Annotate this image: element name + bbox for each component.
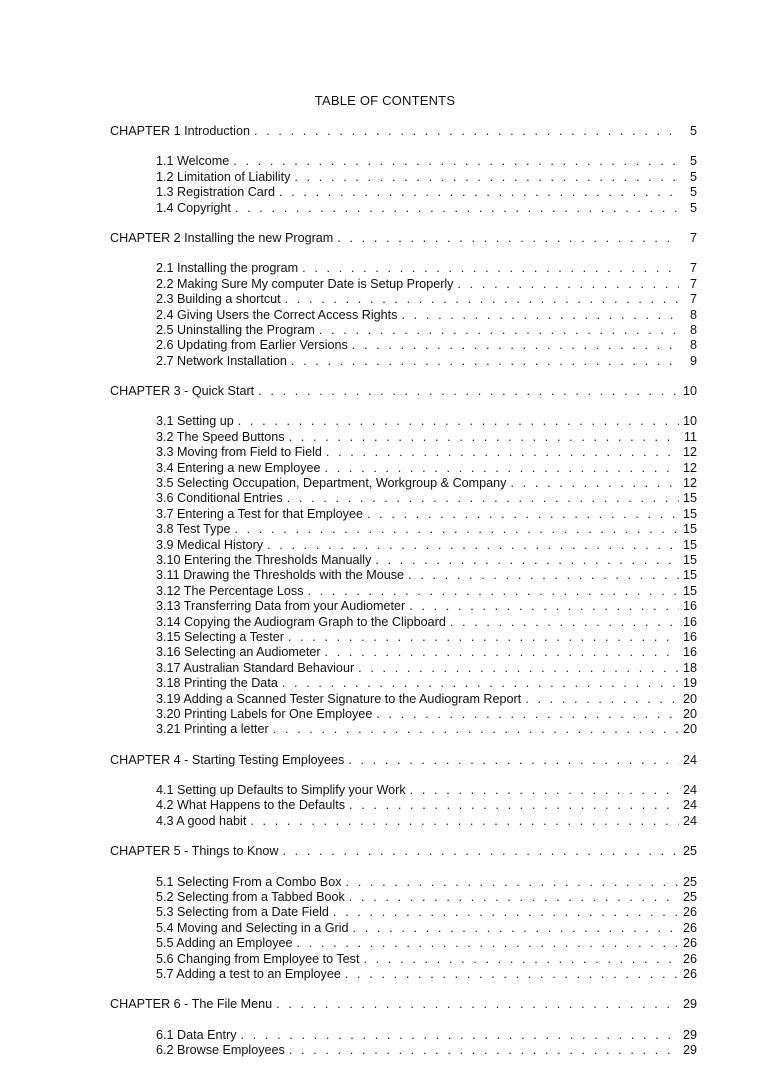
entry-label: 6.1 Data Entry — [156, 1027, 237, 1042]
dot-leader — [241, 1028, 679, 1043]
entry-page-number: 24 — [682, 783, 697, 798]
entry-label: 4.1 Setting up Defaults to Simplify your Work — [156, 783, 406, 798]
dot-leader — [273, 722, 679, 737]
toc-section-entry — [110, 201, 697, 216]
entry-page-number: 7 — [689, 230, 697, 245]
dot-leader — [282, 844, 679, 859]
dot-leader — [288, 630, 679, 645]
toc-chapter-block — [110, 753, 697, 830]
toc-section-entry — [110, 783, 697, 798]
dot-leader — [345, 967, 679, 982]
dot-leader — [376, 707, 679, 722]
entry-page-number: 15 — [682, 491, 697, 506]
entry-label: 5.6 Changing from Employee to Test — [156, 951, 360, 966]
entry-label: 2.2 Making Sure My computer Date is Setup Properly — [156, 276, 454, 291]
toc-section-entry — [110, 692, 697, 707]
entry-label: 4.3 A good habit — [156, 813, 247, 828]
toc-section-entry — [110, 905, 697, 920]
entry-label: 2.7 Network Installation — [156, 353, 287, 368]
toc-section-entry — [110, 261, 697, 276]
entry-label: 1.4 Copyright — [156, 200, 231, 215]
entry-label: 2.4 Giving Users the Correct Access Rights — [156, 307, 398, 322]
toc-chapter-block — [110, 124, 697, 216]
entry-page-number: 5 — [689, 200, 697, 215]
toc-section-entry — [110, 354, 697, 369]
dot-leader — [375, 553, 679, 568]
entry-label: 3.18 Printing the Data — [156, 676, 278, 691]
entry-label: CHAPTER 6 - The File Menu — [110, 997, 273, 1012]
dot-leader — [267, 538, 679, 553]
toc-section-entry — [110, 952, 697, 967]
entry-page-number: 8 — [689, 307, 697, 322]
dot-leader — [363, 952, 679, 967]
entry-label: 3.1 Setting up — [156, 414, 234, 429]
dot-leader — [358, 661, 679, 676]
dot-leader — [285, 292, 679, 307]
entry-page-number: 20 — [682, 706, 697, 721]
entry-page-number: 10 — [682, 384, 697, 399]
entry-page-number: 10 — [682, 414, 697, 429]
toc-section-entry — [110, 292, 697, 307]
entry-page-number: 5 — [689, 185, 697, 200]
entry-label: 3.17 Australian Standard Behaviour — [156, 660, 355, 675]
entry-page-number: 15 — [682, 552, 697, 567]
toc-section-entry — [110, 553, 697, 568]
entry-label: 3.19 Adding a Scanned Tester Signature to the Audiogram Report — [156, 691, 522, 706]
entry-label: 5.7 Adding a test to an Employee — [156, 966, 341, 981]
dot-leader — [319, 323, 679, 338]
entry-label: 5.1 Selecting From a Combo Box — [156, 874, 342, 889]
entry-label: 3.12 The Percentage Loss — [156, 583, 304, 598]
entry-page-number: 11 — [683, 429, 697, 444]
entry-label: 5.5 Adding an Employee — [156, 936, 293, 951]
entry-page-number: 5 — [689, 169, 697, 184]
dot-leader — [349, 798, 679, 813]
entry-label: 5.2 Selecting from a Tabbed Book — [156, 890, 345, 905]
toc-section-entry — [110, 445, 697, 460]
toc-chapter-block — [110, 844, 697, 982]
dot-leader — [234, 522, 679, 537]
entry-label: 3.4 Entering a new Employee — [156, 460, 321, 475]
entry-page-number: 25 — [682, 890, 697, 905]
entry-page-number: 15 — [682, 583, 697, 598]
entry-label: 3.2 The Speed Buttons — [156, 429, 285, 444]
dot-leader — [353, 921, 679, 936]
dot-leader — [287, 491, 679, 506]
entry-label: 3.3 Moving from Field to Field — [156, 445, 322, 460]
dot-leader — [367, 507, 679, 522]
entry-page-number: 25 — [682, 844, 697, 859]
entry-label: 5.3 Selecting from a Date Field — [156, 905, 329, 920]
entry-label: 2.5 Uninstalling the Program — [156, 322, 315, 337]
dot-leader — [457, 277, 679, 292]
toc-section-entry — [110, 645, 697, 660]
toc-section-entry — [110, 890, 697, 905]
dot-leader — [302, 261, 679, 276]
entry-label: 3.21 Printing a letter — [156, 722, 269, 737]
entry-label: 3.20 Printing Labels for One Employee — [156, 706, 373, 721]
entry-page-number: 29 — [682, 1043, 697, 1058]
entry-page-number: 8 — [689, 338, 697, 353]
toc-section-entry — [110, 921, 697, 936]
entry-page-number: 20 — [682, 691, 697, 706]
entry-label: 4.2 What Happens to the Defaults — [156, 798, 346, 813]
dot-leader — [289, 430, 679, 445]
entry-label: 1.1 Welcome — [156, 154, 230, 169]
entry-label: CHAPTER 5 - Things to Know — [110, 844, 279, 859]
toc-chapter-block — [110, 384, 697, 738]
entry-label: CHAPTER 2 Installing the new Program — [110, 230, 334, 245]
dot-leader — [325, 645, 679, 660]
toc-section-entry — [110, 170, 697, 185]
entry-page-number: 12 — [682, 476, 697, 491]
entry-label: 3.15 Selecting a Tester — [156, 629, 284, 644]
dot-leader — [337, 231, 679, 246]
entry-label: 2.3 Building a shortcut — [156, 292, 281, 307]
entry-label: 5.4 Moving and Selecting in a Grid — [156, 920, 349, 935]
toc-section-entry — [110, 461, 697, 476]
dot-leader — [401, 308, 679, 323]
toc-section-entry — [110, 615, 697, 630]
entry-page-number: 16 — [682, 599, 697, 614]
toc-chapter-block — [110, 231, 697, 369]
table-of-contents — [110, 124, 697, 1074]
entry-page-number: 25 — [682, 874, 697, 889]
dot-leader — [276, 997, 679, 1012]
entry-page-number: 16 — [682, 614, 697, 629]
toc-section-entry — [110, 936, 697, 951]
dot-leader — [333, 905, 679, 920]
entry-page-number: 24 — [682, 798, 697, 813]
entry-page-number: 29 — [682, 1027, 697, 1042]
dot-leader — [346, 875, 679, 890]
entry-page-number: 7 — [689, 292, 697, 307]
toc-section-entry — [110, 476, 697, 491]
entry-label: 3.16 Selecting an Audiometer — [156, 645, 321, 660]
entry-label: 3.5 Selecting Occupation, Department, Workgroup & Company — [156, 476, 507, 491]
toc-section-entry — [110, 185, 697, 200]
entry-page-number: 19 — [682, 676, 697, 691]
entry-label: CHAPTER 4 - Starting Testing Employees — [110, 752, 345, 767]
entry-label: 2.6 Updating from Earlier Versions — [156, 338, 348, 353]
dot-leader — [282, 676, 679, 691]
toc-section-entry — [110, 154, 697, 169]
dot-leader — [352, 338, 679, 353]
entry-page-number: 18 — [682, 660, 697, 675]
entry-label: 3.6 Conditional Entries — [156, 491, 283, 506]
toc-section-entry — [110, 798, 697, 813]
entry-label: 3.9 Medical History — [156, 537, 264, 552]
entry-page-number: 24 — [682, 752, 697, 767]
entry-label: 3.7 Entering a Test for that Employee — [156, 506, 363, 521]
entry-page-number: 26 — [682, 951, 697, 966]
entry-page-number: 20 — [682, 722, 697, 737]
entry-page-number: 26 — [682, 920, 697, 935]
dot-leader — [348, 753, 679, 768]
toc-section-entry — [110, 875, 697, 890]
toc-chapter-entry — [110, 384, 697, 399]
entry-page-number: 8 — [689, 322, 697, 337]
entry-label: 3.14 Copying the Audiogram Graph to the Clipboard — [156, 614, 446, 629]
entry-page-number: 26 — [682, 936, 697, 951]
entry-page-number: 12 — [682, 445, 697, 460]
entry-label: 3.13 Transferring Data from your Audiometer — [156, 599, 406, 614]
toc-section-entry — [110, 584, 697, 599]
dot-leader — [297, 936, 679, 951]
entry-page-number: 26 — [682, 905, 697, 920]
entry-page-number: 26 — [682, 966, 697, 981]
dot-leader — [250, 814, 679, 829]
dot-leader — [409, 599, 679, 614]
entry-label: CHAPTER 3 - Quick Start — [110, 384, 255, 399]
toc-section-entry — [110, 338, 697, 353]
entry-page-number: 15 — [682, 522, 697, 537]
toc-section-entry — [110, 323, 697, 338]
entry-page-number: 7 — [689, 261, 697, 276]
dot-leader — [410, 783, 679, 798]
toc-section-entry — [110, 568, 697, 583]
dot-leader — [349, 890, 679, 905]
toc-section-entry — [110, 538, 697, 553]
dot-leader — [294, 170, 679, 185]
entry-page-number: 5 — [689, 124, 697, 138]
entry-page-number: 15 — [682, 537, 697, 552]
toc-chapter-block — [110, 997, 697, 1058]
toc-section-entry — [110, 630, 697, 645]
toc-chapter-entry — [110, 753, 697, 768]
dot-leader — [408, 568, 679, 583]
dot-leader — [308, 584, 679, 599]
toc-chapter-entry — [110, 844, 697, 859]
toc-section-entry — [110, 414, 697, 429]
dot-leader — [325, 461, 679, 476]
entry-page-number: 5 — [689, 154, 697, 169]
entry-page-number: 16 — [682, 645, 697, 660]
entry-label: 3.8 Test Type — [156, 522, 231, 537]
toc-section-entry — [110, 814, 697, 829]
dot-leader — [235, 201, 679, 216]
dot-leader — [326, 445, 679, 460]
toc-section-entry — [110, 277, 697, 292]
dot-leader — [258, 384, 679, 399]
entry-label: 3.10 Entering the Thresholds Manually — [156, 552, 372, 567]
toc-section-entry — [110, 1043, 697, 1058]
entry-page-number: 16 — [682, 629, 697, 644]
toc-section-entry — [110, 967, 697, 982]
page-title: TABLE OF CONTENTS — [314, 93, 456, 108]
toc-section-entry — [110, 491, 697, 506]
toc-section-entry — [110, 599, 697, 614]
dot-leader — [233, 154, 679, 169]
entry-label: 1.3 Registration Card — [156, 185, 276, 200]
toc-section-entry — [110, 430, 697, 445]
toc-section-entry — [110, 661, 697, 676]
dot-leader — [525, 692, 679, 707]
toc-section-entry — [110, 1028, 697, 1043]
dot-leader — [510, 476, 679, 491]
toc-chapter-entry — [110, 124, 697, 139]
entry-label: 6.2 Browse Employees — [156, 1043, 285, 1058]
entry-page-number: 15 — [682, 568, 697, 583]
toc-chapter-entry — [110, 231, 697, 246]
entry-label: CHAPTER 1 Introduction — [110, 124, 250, 138]
toc-section-entry — [110, 707, 697, 722]
entry-page-number: 29 — [682, 997, 697, 1012]
dot-leader — [291, 354, 679, 369]
entry-page-number: 9 — [689, 353, 697, 368]
toc-section-entry — [110, 676, 697, 691]
entry-page-number: 12 — [682, 460, 697, 475]
dot-leader — [254, 124, 679, 139]
entry-page-number: 24 — [682, 813, 697, 828]
entry-label: 3.11 Drawing the Thresholds with the Mouse — [156, 568, 405, 583]
dot-leader — [238, 414, 679, 429]
toc-section-entry — [110, 722, 697, 737]
toc-section-entry — [110, 308, 697, 323]
entry-page-number: 15 — [682, 506, 697, 521]
dot-leader — [279, 185, 679, 200]
toc-section-entry — [110, 522, 697, 537]
dot-leader — [450, 615, 679, 630]
dot-leader — [289, 1043, 679, 1058]
entry-label: 2.1 Installing the program — [156, 261, 299, 276]
toc-section-entry — [110, 507, 697, 522]
toc-chapter-entry — [110, 997, 697, 1012]
entry-page-number: 7 — [689, 276, 697, 291]
entry-label: 1.2 Limitation of Liability — [156, 169, 291, 184]
